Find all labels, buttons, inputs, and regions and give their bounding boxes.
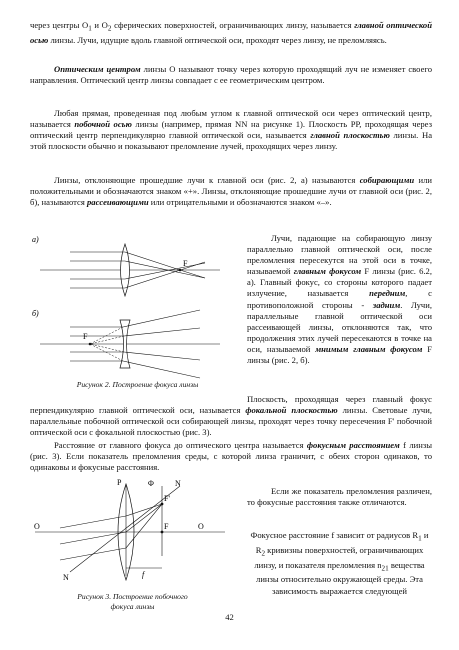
label-O-right: O [198,522,204,531]
text-run: и O [91,20,108,30]
figure-3-caption-line-1: Рисунок 3. Построение побочного [77,592,188,601]
figure-2-focus-construction [30,232,240,382]
text-run: линзы (например, прямая NN на рисунке 1). Плоскость PP, проходящая через оптический центр перпендикулярно главной оптической оси, называется [30,119,432,141]
term-side-axis: побочной осью [74,119,132,130]
text-run: , с противоположной стороны - [247,288,432,310]
text-run: F линзы (рис. 6.2, а). Главный фокус, со стороны которого падает излучение, называется [247,266,433,299]
paragraph-side-axis [30,108,432,152]
text-run: кривизны поверхностей, ограничивающих линзу, и показателя преломления n [254,544,424,570]
text-run: или положительными и обозначаются знаком «+». Линзы, отклоняющие прошедшие лучи от главной оси (рис. 2, б), называются [30,175,432,208]
subscript: 1 [418,534,422,543]
label-f: f [142,570,145,579]
term-focal-length: фокусным расстоянием [306,440,400,450]
paragraph-focal-dependence [247,530,432,597]
term-rear: задним [372,299,401,310]
text-run: f линзы (рис. 3). Если показатель преломления среды, с которой линза граничит, с обеих сторон одинаков, то одинаковы и фокусные расстояния. [30,440,432,473]
term-main-optical-axis: главной оптической осью [30,20,432,45]
paragraph-focal-plane [30,394,432,438]
text-run: линзы. Лучи, идущие вдоль главной оптической оси, проходят через линзу, не преломляясь. [48,34,387,45]
label-O-left: O [34,522,40,531]
text-run: Линзы, отклоняющие прошедшие лучи к главной оси (рис. 2, а) называются [54,175,360,185]
figure-3-side-focus [30,476,230,596]
text-run: F линзы (рис. 2, б). [247,343,433,366]
paragraph-optical-center [30,64,432,86]
subscript: 21 [381,564,389,573]
term-diverging: рассеивающими [86,197,149,208]
figure-2a-label: а) [32,235,39,244]
text-run: Любая прямая, проведенная под любым углом к главной оптической оси через оптический центр, называется [30,108,432,130]
label-phi: Φ [148,479,154,488]
figure-3-caption-line-2: фокуса линзы [110,602,155,611]
term-front: передним [369,288,406,299]
label-N-top: N [175,479,181,488]
term-focal-plane: фокальной плоскостью [245,405,338,416]
text-run: Если же показатель преломления различен, то фокусные расстояния также отличаются. [247,486,432,508]
text-run: и R [255,530,429,555]
text-run: Фокусное расстояние f зависит от радиусов R [250,530,419,540]
term-optical-center: Оптическим центром [54,64,141,74]
subscript: 2 [107,24,112,33]
text-run: линзы O называют точку через которую проходящий луч не изменяет своего направления. Оптический центр линзы совпадает с ее геометрическим центром. [30,64,432,86]
focus-label-a: F [183,259,188,268]
paragraph-main-axis [30,20,432,46]
figure-3-caption [30,592,235,612]
focus-label-b: F [83,332,88,341]
paragraph-focal-length [30,440,432,473]
label-F: F [164,522,169,531]
term-converging: собирающими [359,175,415,185]
label-N-bottom: N [63,573,69,582]
text-run: сферических поверхностей, ограничивающих линзу, называется [111,20,355,30]
subscript: 2 [261,549,266,558]
term-main-focus: главным фокусом [293,266,362,277]
paragraph-lens-types [30,175,432,208]
term-virtual-focus: мнимым главным фокусом [315,343,423,354]
figure-2-caption: Рисунок 2. Построение фокуса линзы [76,380,199,389]
text-run: Плоскость, проходящая через главный фокус перпендикулярно главной оптической оси, называется [30,394,432,416]
paragraph-different-media [247,486,432,508]
text-run: . Лучи, параллельные главной оптической оси рассеивающей линзы, отклоняются так, что продолжения этих лучей пересекаются в точке на оси, называемой [247,299,433,354]
text-run: Расстояние от главного фокуса до оптического центра называется [54,440,307,450]
text-run: или отрицательными и обозначаются знаком «–». [148,197,332,208]
label-P: P [117,478,122,487]
page-number: 42 [225,612,234,622]
text-run: через центры O [30,20,89,30]
text-run: Лучи, падающие на собирающую линзу параллельно главной оптической оси, после преломления пересекутся на этой оси в точке, называемой [247,233,432,277]
text-run: вещества линзы относительно окружающей среды. Эта зависимость выражается следующей [256,559,425,596]
term-main-plane: главной плоскостью [310,130,390,141]
paragraph-main-focus [247,233,432,366]
text-run: линзы. Световые лучи, параллельные побочной оптической оси собирающей линзы, проходят через точку пересечения F' побочной оптической оси с фокальной плоскостью (рис. 3). [30,405,433,438]
figure-2b-label: б) [32,309,39,318]
text-run: линзы. На этой плоскости обычно и показывают преломление лучей, проходящих через линзу. [30,130,433,152]
label-F-prime: F' [164,494,170,503]
subscript: 1 [88,24,92,33]
